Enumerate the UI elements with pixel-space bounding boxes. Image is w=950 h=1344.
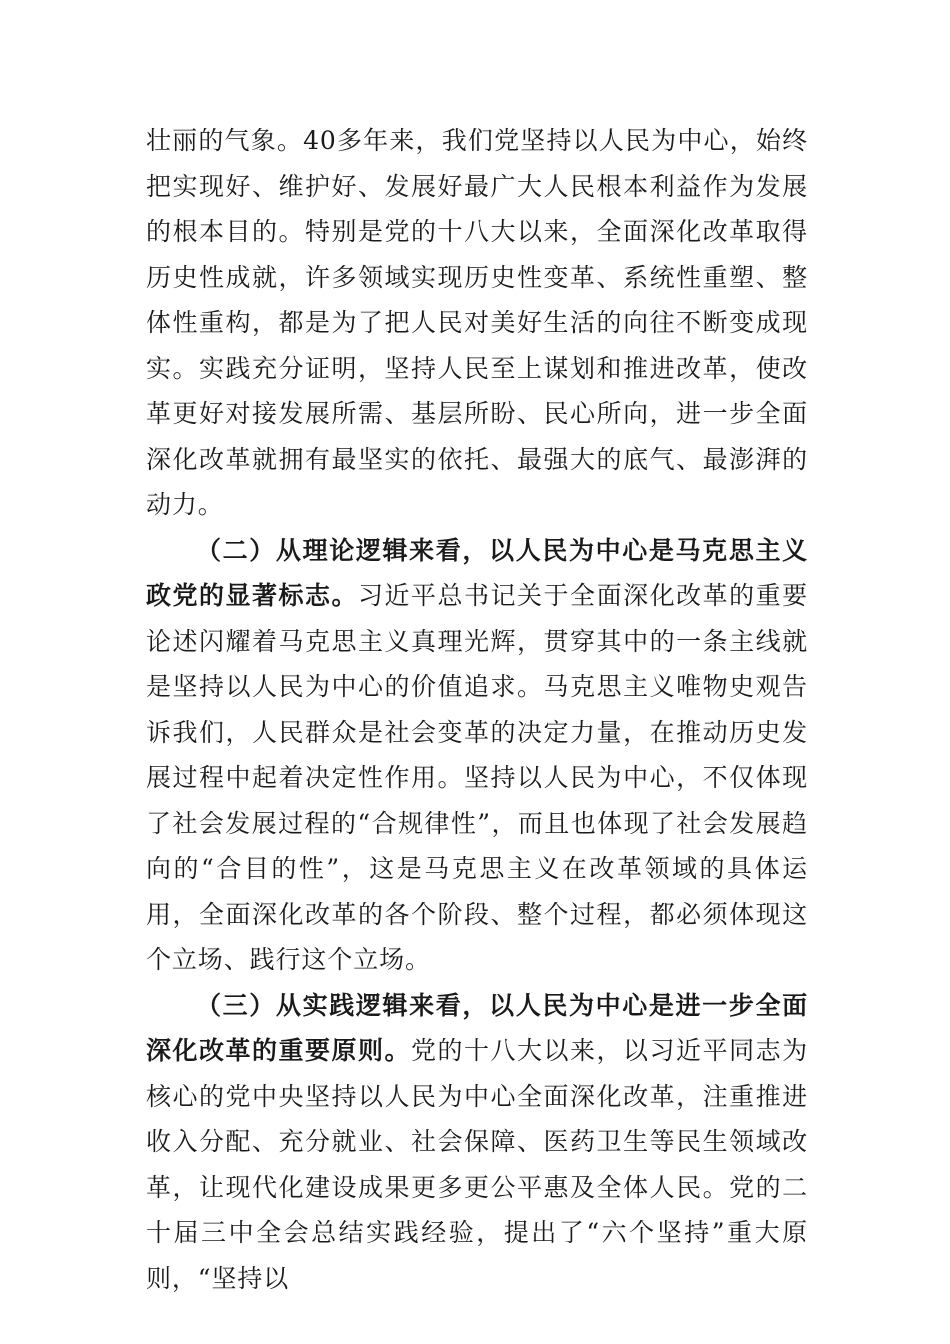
paragraph-practice-logic [146, 983, 808, 1302]
paragraph-2-text: 习近平总书记关于全面深化改革的重要论述闪耀着马克思主义真理光辉，贯穿其中的一条主线就是坚持以人民为中心的价值追求。马克思主义唯物史观告诉我们，人民群众是社会变革的决定力量，在推动历史发展过程中起着决定性作用。坚持以人民为中心，不仅体现了社会发展过程的“合规律性”，而且也体现了社会发展趋向的“合目的性”，这是马克思主义在改革领域的具体运用，全面深化改革的各个阶段、整个过程，都必须体现这个立场、践行这个立场。 [146, 581, 808, 974]
paragraph-1-text: 壮丽的气象。40多年来，我们党坚持以人民为中心，始终把实现好、维护好、发展好最广大人民根本利益作为发展的根本目的。特别是党的十八大以来，全面深化改革取得历史性成就，许多领域实现历史性变革、系统性重塑、整体性重构，都是为了把人民对美好生活的向往不断变成现实。实践充分证明，坚持人民至上谋划和推进改革，使改革更好对接发展所需、基层所盼、民心所向，进一步全面深化改革就拥有最坚实的依托、最强大的底气、最澎湃的动力。 [146, 126, 808, 519]
paragraph-continuation [146, 118, 808, 528]
body-text [146, 118, 808, 1301]
paragraph-3-heading: （三）从实践逻辑来看，以人民为中心是进一步全面深化改革的重要原则。 [146, 990, 808, 1065]
paragraph-2-heading: （二）从理论逻辑来看，以人民为中心是马克思主义政党的显著标志。 [146, 535, 808, 610]
paragraph-theory-logic [146, 528, 808, 983]
paragraph-3-text: 党的十八大以来，以习近平同志为核心的党中央坚持以人民为中心全面深化改革，注重推进收入分配、充分就业、社会保障、医药卫生等民生领域改革，让现代化建设成果更多更公平惠及全体人民。党的二十届三中全会总结实践经验，提出了“六个坚持”重大原则，“坚持以 [146, 1036, 808, 1293]
